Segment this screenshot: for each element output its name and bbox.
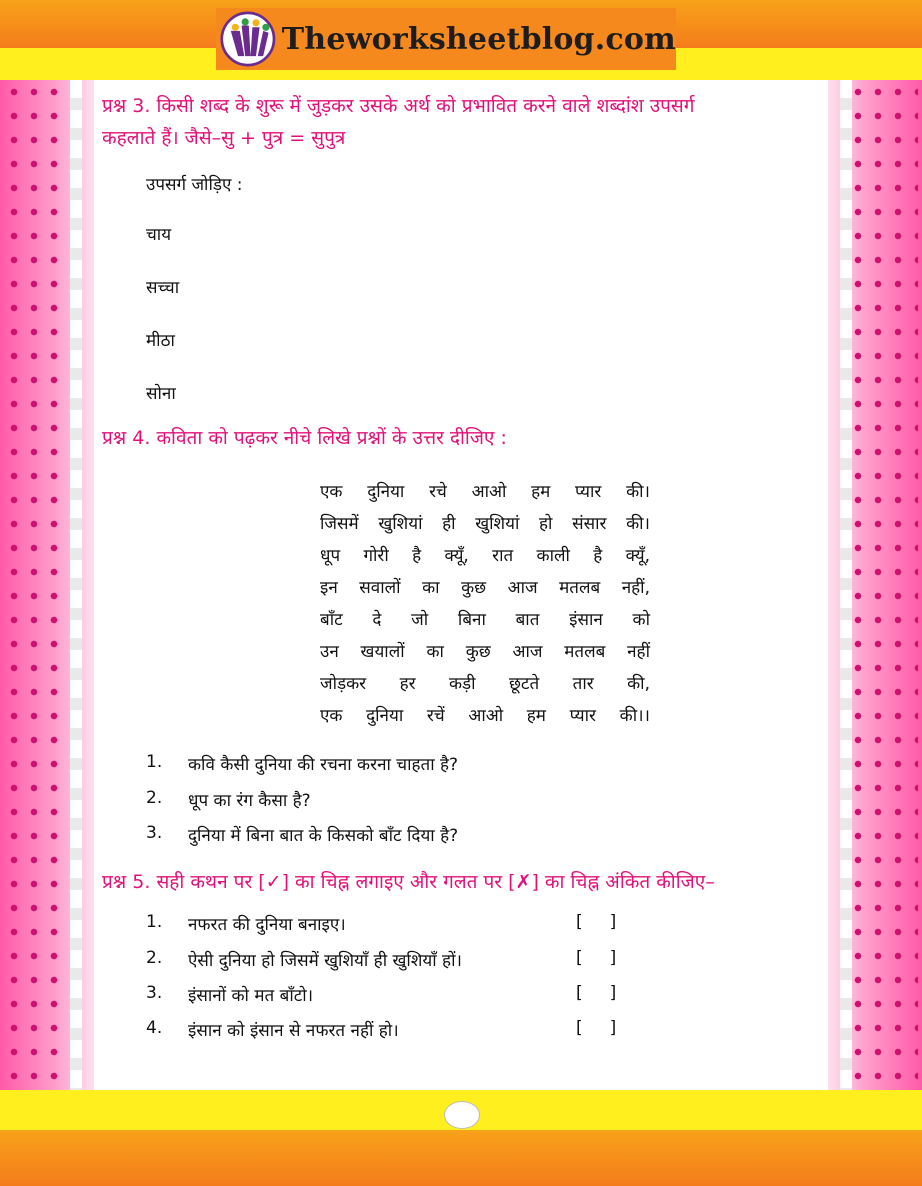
q3-heading-line2: कहलाते हैं। जैसे–सु + पुत्र = सुपुत्र: [102, 127, 346, 149]
q5-item-3: [146, 983, 626, 1013]
item-number: 2.: [146, 948, 163, 968]
poem-line: उन खयालों का कुछ आज मतलब नहीं: [320, 642, 650, 662]
q3-word-3: मीठा: [146, 331, 175, 351]
q3-word-2: सच्चा: [146, 278, 180, 298]
poem: [320, 476, 650, 732]
left-dot-pattern: [4, 80, 74, 1090]
question-text: दुनिया में बिना बात के किसको बाँट दिया है?: [188, 826, 459, 846]
item-number: 4.: [146, 1018, 163, 1038]
left-film-strip: [70, 80, 82, 1090]
question-number: 1.: [146, 752, 163, 772]
item-text: ऐसी दुनिया हो जिसमें खुशियाँ ही खुशियाँ हों।: [188, 951, 462, 971]
item-number: 1.: [146, 912, 163, 932]
q5-item-4: [146, 1018, 626, 1048]
question-text: कवि कैसी दुनिया की रचना करना चाहता है?: [188, 755, 459, 775]
q4-question-1: [146, 752, 626, 782]
item-number: 3.: [146, 983, 163, 1003]
q3-word-4: सोना: [146, 384, 176, 404]
question-text: धूप का रंग कैसा है?: [188, 791, 311, 811]
poem-line: बाँट दे जो बिना बात इंसान को: [320, 610, 650, 630]
answer-box[interactable]: [ ]: [576, 912, 617, 932]
item-text: इंसान को इंसान से नफरत नहीं हो।: [188, 1021, 399, 1041]
answer-box[interactable]: [ ]: [576, 948, 617, 968]
answer-box[interactable]: [ ]: [576, 1018, 617, 1038]
item-text: नफरत की दुनिया बनाइए।: [188, 915, 346, 935]
item-text: इंसानों को मत बाँटो।: [188, 986, 314, 1006]
answer-box[interactable]: [ ]: [576, 983, 617, 1003]
q5-heading: प्रश्न 5. सही कथन पर [✓] का चिह्न लगाइए और गलत पर [✗] का चिह्न अंकित कीजिए–: [102, 871, 715, 893]
q4-question-3: [146, 823, 626, 853]
q3-word-1: चाय: [146, 225, 172, 245]
bottom-orange-bar: [0, 1130, 922, 1186]
poem-line: धूप गोरी है क्यूँ, रात काली है क्यूँ,: [320, 546, 650, 566]
question-number: 3.: [146, 823, 163, 843]
poem-line: जिसमें खुशियां ही खुशियां हो संसार की।: [320, 514, 650, 534]
q3-heading-line1: प्रश्न 3. किसी शब्द के शुरू में जुड़कर उसके अर्थ को प्रभावित करने वाले शब्दांश उपसर्ग: [102, 95, 695, 117]
logo-hands-icon: [220, 8, 276, 70]
q5-item-2: [146, 948, 626, 978]
q5-item-1: [146, 912, 626, 942]
q4-question-2: [146, 788, 626, 818]
poem-line: एक दुनिया रचें आओ हम प्यार की।।: [320, 706, 650, 726]
site-name: Theworksheetblog.com: [281, 21, 676, 57]
poem-line: एक दुनिया रचे आओ हम प्यार की।: [320, 482, 650, 502]
right-film-strip: [840, 80, 852, 1090]
question-number: 2.: [146, 788, 163, 808]
poem-line: इन सवालों का कुछ आज मतलब नहीं,: [320, 578, 650, 598]
right-dot-pattern: [848, 80, 918, 1090]
poem-line: जोड़कर हर कड़ी छूटते तार की,: [320, 674, 650, 694]
site-logo[interactable]: [216, 8, 676, 70]
page-oval-marker: [444, 1101, 480, 1129]
q3-instruction: उपसर्ग जोड़िए :: [146, 175, 243, 195]
q4-heading: प्रश्न 4. कविता को पढ़कर नीचे लिखे प्रश्नों के उत्तर दीजिए :: [102, 427, 507, 449]
